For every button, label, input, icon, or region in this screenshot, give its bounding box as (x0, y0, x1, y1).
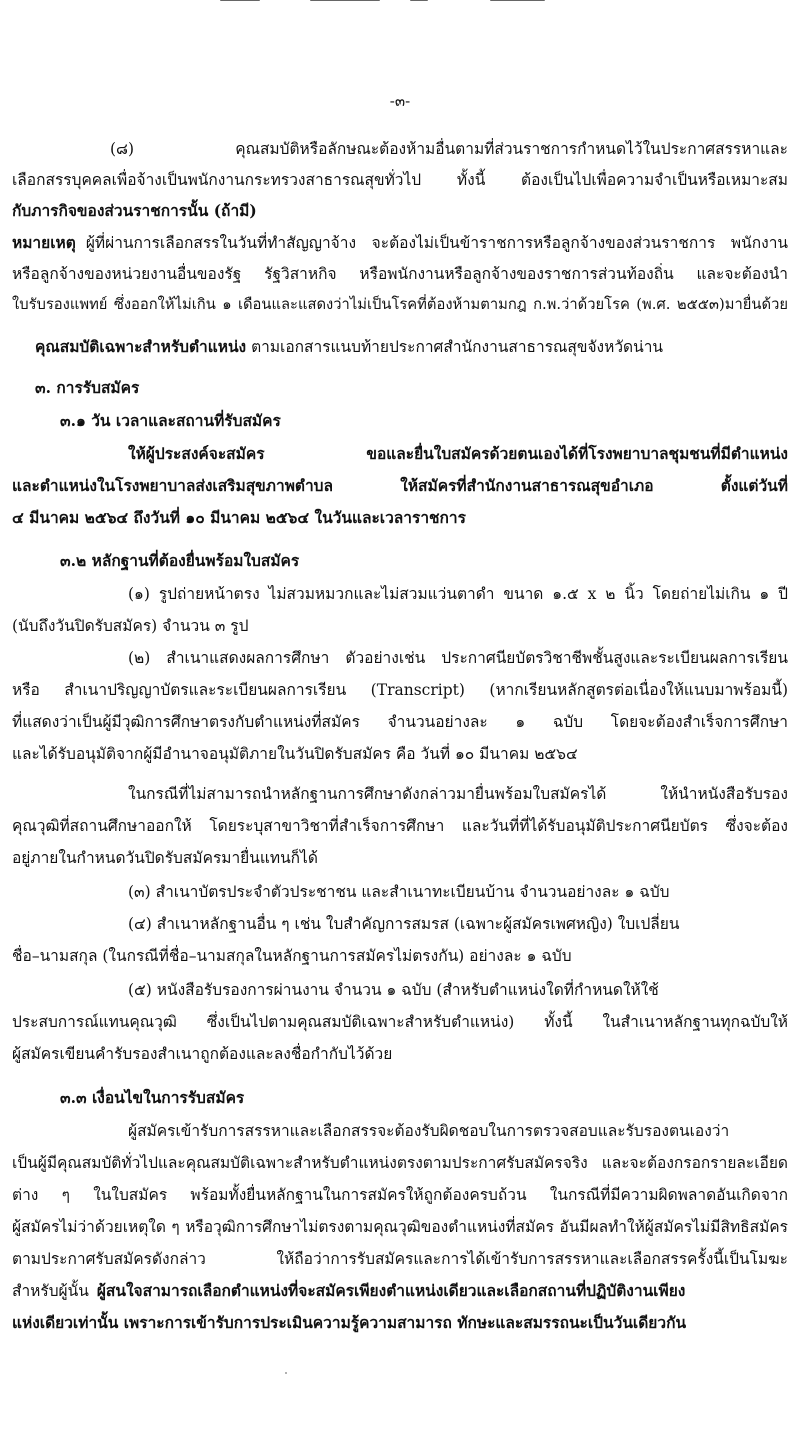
page-number: -๓- (389, 92, 411, 110)
section-3-3-line-6 (12, 1276, 788, 1307)
document-5-line-3: ผู้สมัครเขียนคำรับรองสำเนาถูกต้องและลงชื่อกำกับไว้ด้วย (12, 1045, 393, 1063)
section-3-3-line-3: ต่าง ๆ ในใบสมัคร พร้อมทั้งยื่นหลักฐานในการสมัครให้ถูกต้องครบถ้วน ในกรณีที่มีความผิดพลาดอันเกิดจาก (12, 1186, 788, 1204)
scan-artifact-top (160, 0, 620, 4)
document-4-line-2: ชื่อ–นามสกุล (ในกรณีที่ชื่อ–นามสกุลในหลักฐานการสมัครไม่ตรงกัน) อย่างละ ๑ ฉบับ (12, 947, 572, 965)
note-label: หมายเหตุ (12, 233, 76, 252)
section-3-3-line-4: ผู้สมัครไม่ว่าด้วยเหตุใด ๆ หรือวุฒิการศึกษาไม่ตรงตามคุณวุฒิของตำแหน่งที่สมัคร อันมีผลทำให้ผู้สมัครไม่มีสิทธิสมัคร (12, 1218, 788, 1236)
document-3: (๓) สำเนาบัตรประจำตัวประชาชน และสำเนาทะเบียนบ้าน จำนวนอย่างละ ๑ ฉบับ (128, 883, 670, 901)
document-2-alt-line-2: คุณวุฒิที่สถานศึกษาออกให้ โดยระบุสาขาวิชาที่สำเร็จการศึกษา และวันที่ที่ได้รับอนุมัติประกาศนียบัตร ซึ่งจะต้อง (12, 817, 788, 835)
document-2-line-2: หรือ สำเนาปริญญาบัตรและระเบียนผลการเรียน (Transcript) (หากเรียนหลักสูตรต่อเนื่องให้แนบมาพร้อมนี้) (12, 681, 788, 699)
document-1-line-2: (นับถึงวันปิดรับสมัคร) จำนวน ๓ รูป (12, 617, 249, 635)
specific-qualifications-label: คุณสมบัติเฉพาะสำหรับตำแหน่ง (35, 337, 247, 356)
document-2-alt-line-3: อยู่ภายในกำหนดวันปิดรับสมัครมายื่นแทนก็ได้ (12, 849, 318, 867)
section-3-1-line-3: ๔ มีนาคม ๒๕๖๔ ถึงวันที่ ๑๐ มีนาคม ๒๕๖๔ ในวันและเวลาราชการ (12, 508, 466, 527)
note-line-1 (12, 228, 788, 259)
document-2-alt-line-1: ในกรณีที่ไม่สามารถนำหลักฐานการศึกษาดังกล่าวมายื่นพร้อมใบสมัครได้ ให้นำหนังสือรับรอง (128, 785, 788, 803)
document-5-line-1: (๕) หนังสือรับรองการผ่านงาน จำนวน ๑ ฉบับ (สำหรับตำแหน่งใดที่กำหนดให้ใช้ (128, 981, 659, 999)
section-3-3-line-2: เป็นผู้มีคุณสมบัติทั่วไปและคุณสมบัติเฉพาะสำหรับตำแหน่งตรงตามประกาศรับสมัครจริง และจะต้องกรอกรายละเอียด (12, 1154, 788, 1172)
qualification-8-line-2: เลือกสรรบุคคลเพื่อจ้างเป็นพนักงานกระทรวงสาธารณสุขทั่วไป ทั้งนี้ ต้องเป็นไปเพื่อความจำเป็นหรือเหมาะสม (12, 171, 788, 189)
section-3-2-title: ๓.๒ หลักฐานที่ต้องยื่นพร้อมใบสมัคร (60, 551, 300, 570)
specific-qualifications-text: ตามเอกสารแนบท้ายประกาศสำนักงานสาธารณสุขจังหวัดน่าน (251, 338, 664, 356)
section-3-3-line-5: ตามประกาศรับสมัครดังกล่าว ให้ถือว่าการรับสมัครและการได้เข้ารับการสรรหาและเลือกสรรครั้งนี้เป็นโมฆะ (12, 1250, 788, 1268)
section-3-3-line-6-bold: ผู้สนใจสามารถเลือกตำแหน่งที่จะสมัครเพียงตำแหน่งเดียวและเลือกสถานที่ปฏิบัติงานเพียง (96, 1281, 686, 1300)
specific-qualifications (35, 332, 663, 363)
note-text-1: ผู้ที่ผ่านการเลือกสรรในวันที่ทำสัญญาจ้าง จะต้องไม่เป็นข้าราชการหรือลูกจ้างของส่วนราชการ พนักงาน (85, 234, 788, 252)
document-2-line-3: ที่แสดงว่าเป็นผู้มีวุฒิการศึกษาตรงกับตำแหน่งที่สมัคร จำนวนอย่างละ ๑ ฉบับ โดยจะต้องสำเร็จการศึกษา (12, 713, 788, 731)
section-3-3-title: ๓.๓ เงื่อนไขในการรับสมัคร (60, 1088, 245, 1107)
qualification-8-line-3: กับภารกิจของส่วนราชการนั้น (ถ้ามี) (12, 201, 257, 220)
section-3-1-line-2: และตำแหน่งในโรงพยาบาลส่งเสริมสุขภาพตำบล ให้สมัครที่สำนักงานสาธารณสุขอำเภอ ตั้งแต่วันที่ (12, 476, 788, 495)
document-5-line-2: ประสบการณ์แทนคุณวุฒิ ซึ่งเป็นไปตามคุณสมบัติเฉพาะสำหรับตำแหน่ง) ทั้งนี้ ในสำเนาหลักฐานทุกฉบับให้ (12, 1013, 788, 1031)
scan-speck (285, 1372, 287, 1374)
document-2-line-4: และได้รับอนุมัติจากผู้มีอำนาจอนุมัติภายในวันปิดรับสมัคร คือ วันที่ ๑๐ มีนาคม ๒๕๖๔ (12, 745, 578, 763)
section-3-1-line-1: ให้ผู้ประสงค์จะสมัคร ขอและยื่นใบสมัครด้วยตนเองได้ที่โรงพยาบาลชุมชนที่มีตำแหน่ง (128, 444, 788, 463)
document-4-line-1: (๔) สำเนาหลักฐานอื่น ๆ เช่น ใบสำคัญการสมรส (เฉพาะผู้สมัครเพศหญิง) ใบเปลี่ยน (128, 915, 680, 933)
section-3-1-title: ๓.๑ วัน เวลาและสถานที่รับสมัคร (60, 411, 281, 430)
section-3-3-line-7: แห่งเดียวเท่านั้น เพราะการเข้ารับการประเมินความรู้ความสามารถ ทักษะและสมรรถนะเป็นวันเดียวกัน (12, 1313, 687, 1332)
section-3-title: ๓. การรับสมัคร (35, 378, 140, 397)
document-2-line-1: (๒) สำเนาแสดงผลการศึกษา ตัวอย่างเช่น ประกาศนียบัตรวิชาชีพชั้นสูงและระเบียนผลการเรียน (128, 649, 788, 667)
document-1-line-1: (๑) รูปถ่ายหน้าตรง ไม่สวมหมวกและไม่สวมแว่นตาดำ ขนาด ๑.๕ x ๒ นิ้ว โดยถ่ายไม่เกิน ๑ ปี (128, 585, 788, 603)
note-line-3: ใบรับรองแพทย์ ซึ่งออกให้ไม่เกิน ๑ เดือนและแสดงว่าไม่เป็นโรคที่ต้องห้ามตามกฎ ก.พ.ว่าด้วยโรค (พ.ศ. ๒๕๕๓)มายื่นด้วย (12, 296, 788, 313)
note-line-2: หรือลูกจ้างของหน่วยงานอื่นของรัฐ รัฐวิสาหกิจ หรือพนักงานหรือลูกจ้างของราชการส่วนท้องถิ่น และจะต้องนำ (12, 265, 788, 283)
section-3-3-line-6-plain: สำหรับผู้นั้น (12, 1282, 89, 1300)
section-3-3-line-1: ผู้สมัครเข้ารับการสรรหาและเลือกสรรจะต้องรับผิดชอบในการตรวจสอบและรับรองตนเองว่า (128, 1122, 730, 1140)
qualification-8-line-1: (๘) คุณสมบัติหรือลักษณะต้องห้ามอื่นตามที่ส่วนราชการกำหนดไว้ในประกาศสรรหาและ (110, 140, 788, 158)
